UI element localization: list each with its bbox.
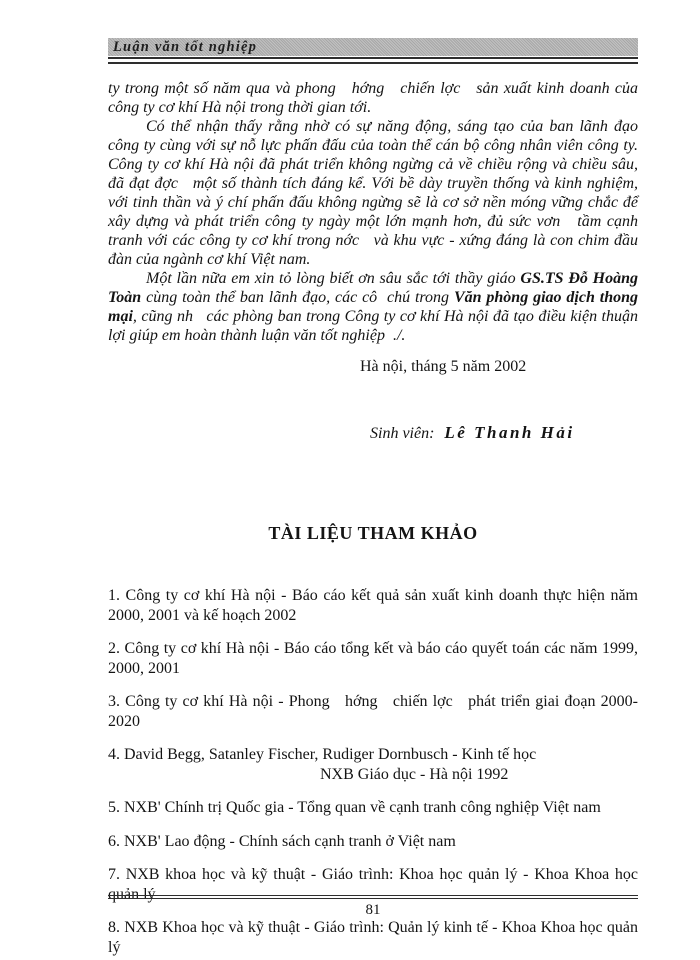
paragraph: Có thể nhận thấy rằng nhờ có sự năng động, sáng tạo của ban lãnh đạo công ty cùng với sự nỗ lực phấn đấu của toàn thể cán bộ công nhân viên công ty. Công ty cơ khí Hà nội đã phát triển không ngừng cả về chiều rộng và chiều sâu, đã đạt đợc một số thành tích đáng kể. Với bề dày truyền thống và kinh nghiệm, với tinh thần và ý chí phấn đấu không ngừng sẽ là cơ sở nền móng vững chắc để xây dựng và phát triển công ty ngày một lớn mạnh hơn, đủ sức vơn tầm cạnh tranh với các công ty cơ khí trong nớc và khu vực - xứng đáng là con chim đầu đàn của ngành cơ khí Việt nam. — [108, 118, 642, 268]
signature-name: Lê Thanh Hải — [444, 423, 575, 442]
signature-line — [108, 405, 638, 461]
date-line: Hà nội, tháng 5 năm 2002 — [360, 358, 527, 375]
body-paragraphs — [108, 79, 651, 345]
reference-item: 5. NXB' Chính trị Quốc gia - Tổng quan về cạnh tranh công nghiệp Việt nam — [108, 799, 601, 816]
references-heading: TÀI LIỆU THAM KHẢO — [268, 523, 478, 543]
reference-item: 8. NXB Khoa học và kỹ thuật - Giáo trình: Quản lý kinh tế - Khoa Khoa học quản lý — [108, 919, 642, 956]
reference-item: 3. Công ty cơ khí Hà nội - Phong hớng chiến lợc phát triển giai đoạn 2000- 2020 — [108, 693, 642, 730]
header-double-rule — [108, 57, 638, 64]
paragraph: ty trong một số năm qua và phong hớng chiến lợc sản xuất kinh doanh của công ty cơ khí Hà nội trong thời gian tới. — [108, 80, 642, 116]
reference-item: 6. NXB' Lao động - Chính sách cạnh tranh ở Việt nam — [108, 832, 456, 850]
signature-label: Sinh viên: — [370, 425, 435, 442]
reference-item: 1. Công ty cơ khí Hà nội - Báo cáo kết quả sản xuất kinh doanh thực hiện năm 2000, 2001 và kế hoạch 2002 — [108, 587, 642, 624]
page-content — [108, 38, 651, 960]
running-header — [108, 38, 638, 56]
reference-item-second-line: NXB Giáo dục - Hà nội 1992 — [320, 765, 509, 783]
paragraph: Một lần nữa em xin tỏ lòng biết ơn sâu sắc tới thầy giáo GS.TS Đỗ Hoàng Toàn cùng toàn thể ban lãnh đạo, các cô chú trong Văn phòng giao dịch thong mại, cũng nh các phòng ban trong Công ty cơ khí Hà nội đã tạo điều kiện thuận lợi giúp em hoàn thành luận văn tốt nghiệp ./. — [108, 270, 651, 344]
reference-item: 4. David Begg, Satanley Fischer, Rudiger Dornbusch - Kinh tế học NXB Giáo dục - Hà nội 1992 — [108, 745, 638, 784]
reference-item: 7. NXB khoa học và kỹ thuật - Giáo trình: Khoa học quản lý - Khoa Khoa học quản lý — [108, 866, 642, 903]
page-number: 81 — [365, 902, 381, 918]
reference-item: 2. Công ty cơ khí Hà nội - Báo cáo tổng kết và báo cáo quyết toán các năm 1999, 2000, 2001 — [108, 640, 642, 677]
footer-double-rule — [108, 895, 638, 899]
running-header-title: Luận văn tốt nghiệp — [113, 39, 258, 55]
